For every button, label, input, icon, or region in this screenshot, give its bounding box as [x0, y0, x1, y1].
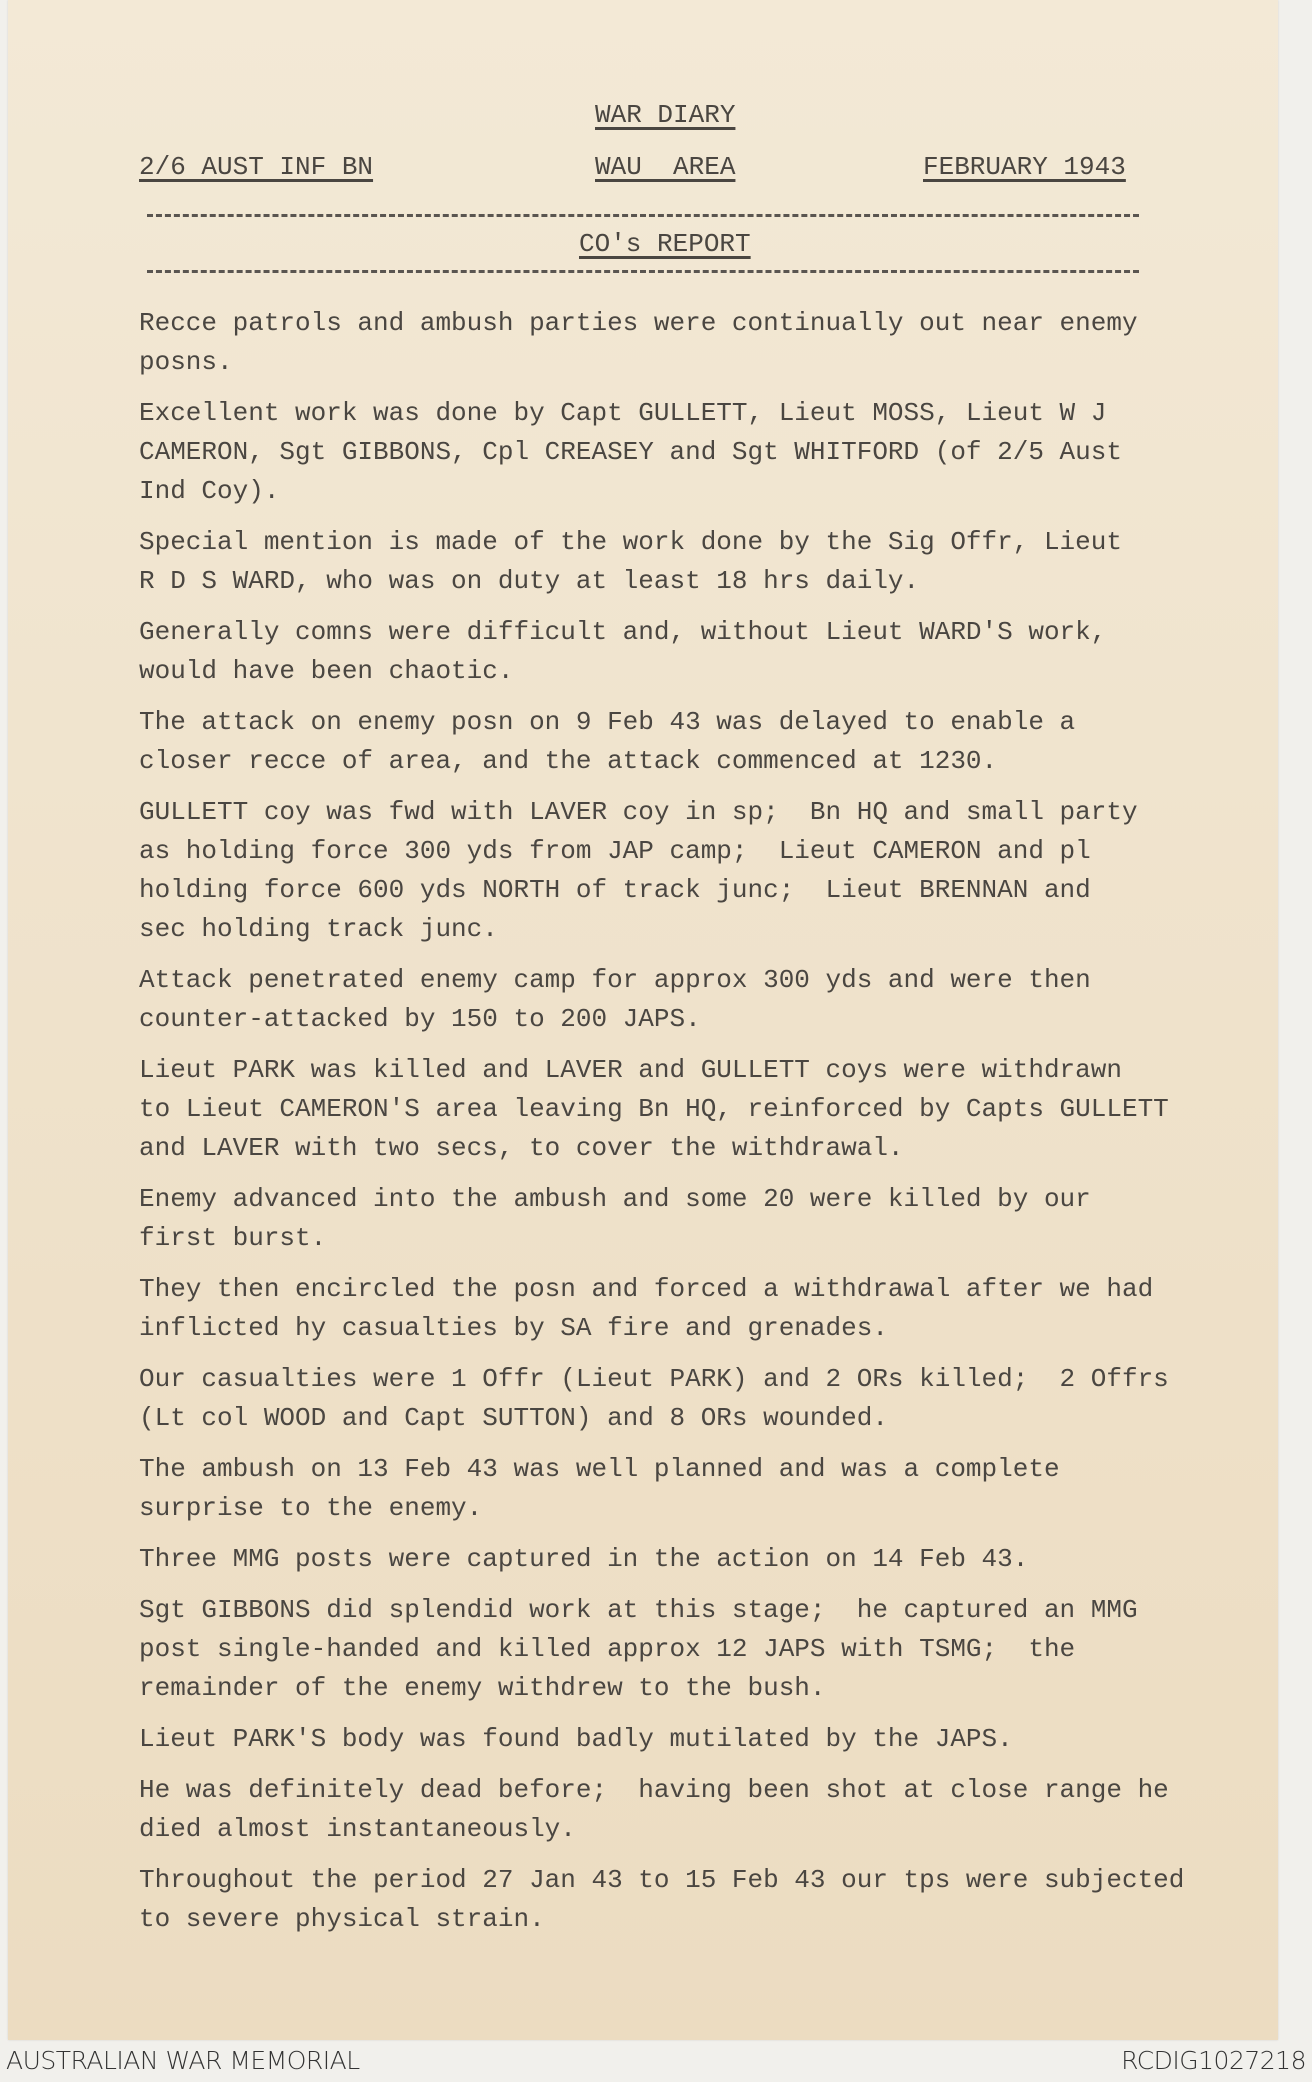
text-line: closer recce of area, and the attack commenced at 1230. — [139, 746, 998, 776]
text-line: Our casualties were 1 Offr (Lieut PARK) and 2 ORs killed; 2 Offrs — [139, 1364, 1169, 1394]
footer-id: RCDIG1027218 — [1121, 2046, 1306, 2075]
divider — [147, 214, 1139, 217]
text-line: Attack penetrated enemy camp for approx 300 yds and were then — [139, 965, 1091, 995]
text-line: died almost instantaneously. — [139, 1814, 576, 1844]
text-line: Enemy advanced into the ambush and some 20 were killed by our — [139, 1184, 1091, 1214]
paragraph — [139, 304, 1269, 382]
text-line: He was definitely dead before; having been shot at close range he — [139, 1775, 1169, 1805]
text-line: Three MMG posts were captured in the action on 14 Feb 43. — [139, 1544, 1029, 1574]
text-line: inflicted hy casualties by SA fire and grenades. — [139, 1313, 888, 1343]
unit-label: 2/6 AUST INF BN — [139, 152, 374, 182]
paragraph — [139, 394, 1269, 511]
text-line: Ind Coy). — [139, 476, 280, 506]
text-line: Lieut PARK was killed and LAVER and GULLETT coys were withdrawn — [139, 1055, 1122, 1085]
text-line: post single-handed and killed approx 12 JAPS with TSMG; the — [139, 1634, 1076, 1664]
text-line: counter-attacked by 150 to 200 JAPS. — [139, 1004, 701, 1034]
text-line: Throughout the period 27 Jan 43 to 15 Feb 43 our tps were subjected — [139, 1865, 1185, 1895]
text-line: would have been chaotic. — [139, 656, 514, 686]
paragraph — [139, 1450, 1269, 1528]
text-line: Special mention is made of the work done by the Sig Offr, Lieut — [139, 527, 1122, 557]
paragraph — [139, 703, 1269, 781]
paragraph — [139, 1270, 1269, 1348]
paragraph — [139, 1771, 1269, 1849]
text-line: as holding force 300 yds from JAP camp; Lieut CAMERON and pl — [139, 836, 1091, 866]
date-label: FEBRUARY 1943 — [923, 152, 1126, 182]
divider — [147, 270, 1139, 273]
text-line: first burst. — [139, 1223, 327, 1253]
text-line: Lieut PARK'S body was found badly mutilated by the JAPS. — [139, 1724, 1013, 1754]
paragraph — [139, 793, 1269, 949]
paragraph — [139, 1180, 1269, 1258]
paragraph — [139, 1360, 1269, 1438]
text-line: GULLETT coy was fwd with LAVER coy in sp; Bn HQ and small party — [139, 797, 1138, 827]
area-label: WAU AREA — [595, 152, 736, 182]
text-line: They then encircled the posn and forced a withdrawal after we had — [139, 1274, 1154, 1304]
text-line: posns. — [139, 347, 233, 377]
text-line: to Lieut CAMERON'S area leaving Bn HQ, reinforced by Capts GULLETT — [139, 1094, 1169, 1124]
text-line: sec holding track junc. — [139, 914, 498, 944]
diary-title: WAR DIARY — [595, 100, 736, 130]
paragraph — [139, 523, 1269, 601]
text-line: R D S WARD, who was on duty at least 18 hrs daily. — [139, 566, 920, 596]
footer-credit: AUSTRALIAN WAR MEMORIAL — [6, 2046, 360, 2075]
section-title: CO's REPORT — [579, 229, 751, 259]
paragraph — [139, 1861, 1269, 1939]
text-line: Generally comns were difficult and, without Lieut WARD'S work, — [139, 617, 1107, 647]
text-line: remainder of the enemy withdrew to the bush. — [139, 1673, 826, 1703]
text-line: to severe physical strain. — [139, 1904, 545, 1934]
text-line: Recce patrols and ambush parties were continually out near enemy — [139, 308, 1138, 338]
report-body — [139, 304, 1269, 1951]
document-page — [8, 0, 1278, 2040]
paragraph — [139, 1051, 1269, 1168]
text-line: surprise to the enemy. — [139, 1493, 483, 1523]
paragraph — [139, 1720, 1269, 1759]
text-line: (Lt col WOOD and Capt SUTTON) and 8 ORs wounded. — [139, 1403, 888, 1433]
text-line: holding force 600 yds NORTH of track junc; Lieut BRENNAN and — [139, 875, 1091, 905]
text-line: Sgt GIBBONS did splendid work at this stage; he captured an MMG — [139, 1595, 1138, 1625]
text-line: The attack on enemy posn on 9 Feb 43 was delayed to enable a — [139, 707, 1076, 737]
text-line: and LAVER with two secs, to cover the withdrawal. — [139, 1133, 904, 1163]
paragraph — [139, 1591, 1269, 1708]
paragraph — [139, 613, 1269, 691]
text-line: Excellent work was done by Capt GULLETT, Lieut MOSS, Lieut W J — [139, 398, 1107, 428]
paragraph — [139, 1540, 1269, 1579]
text-line: CAMERON, Sgt GIBBONS, Cpl CREASEY and Sgt WHITFORD (of 2/5 Aust — [139, 437, 1122, 467]
paragraph — [139, 961, 1269, 1039]
text-line: The ambush on 13 Feb 43 was well planned and was a complete — [139, 1454, 1060, 1484]
